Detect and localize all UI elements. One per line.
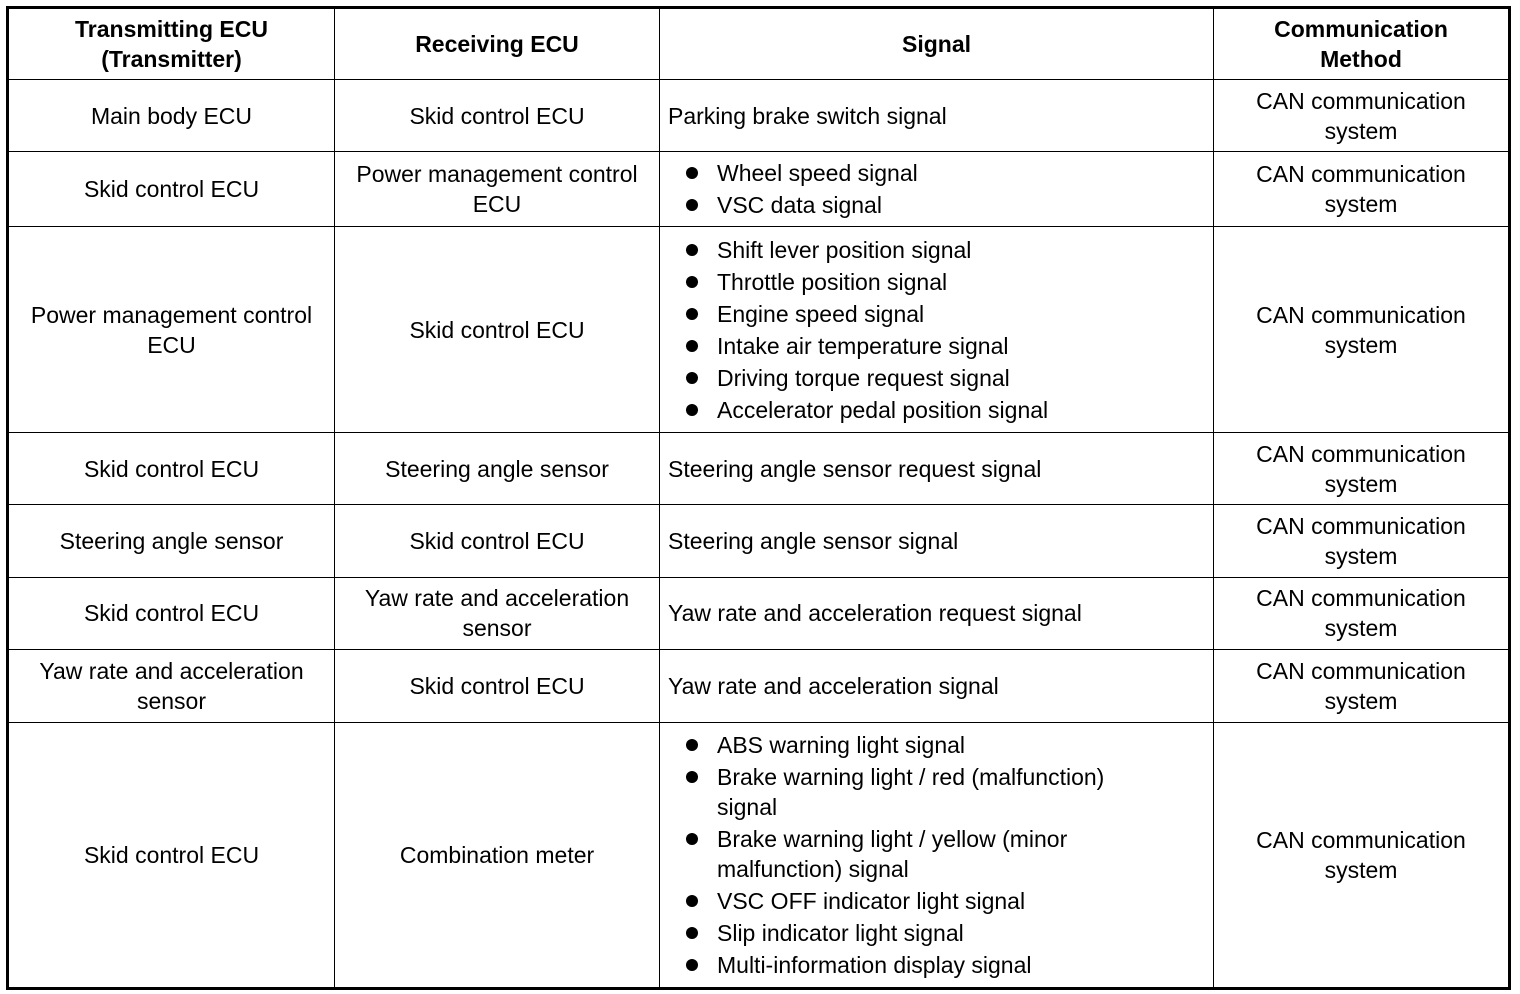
method-cell: CAN communication system (1214, 577, 1510, 649)
receiver-cell: Skid control ECU (335, 505, 660, 577)
signal-list-item: Engine speed signal (668, 299, 1205, 329)
signal-list-item: Wheel speed signal (668, 158, 1205, 188)
header-communication-method: Communication Method (1214, 8, 1510, 80)
signal-cell: Parking brake switch signal (660, 80, 1214, 152)
method-cell: CAN communication system (1214, 152, 1510, 227)
table-row (8, 505, 1510, 577)
receiver-cell: Combination meter (335, 722, 660, 988)
header-row (8, 8, 1510, 80)
receiver-cell: Skid control ECU (335, 649, 660, 722)
signal-list-item: Driving torque request signal (668, 363, 1205, 393)
signal-list-item: Brake warning light / red (malfunction) signal (668, 762, 1205, 822)
method-cell: CAN communication system (1214, 227, 1510, 433)
signal-cell (660, 722, 1214, 988)
table-row (8, 722, 1510, 988)
signal-list-item: Brake warning light / yellow (minor malfunction) signal (668, 824, 1205, 884)
transmitter-cell: Skid control ECU (8, 152, 335, 227)
receiver-cell: Power management control ECU (335, 152, 660, 227)
method-cell: CAN communication system (1214, 722, 1510, 988)
signal-list-item: Accelerator pedal position signal (668, 395, 1205, 425)
signal-cell: Steering angle sensor signal (660, 505, 1214, 577)
method-cell: CAN communication system (1214, 505, 1510, 577)
transmitter-cell: Skid control ECU (8, 722, 335, 988)
table-row (8, 577, 1510, 649)
signal-list-item: Shift lever position signal (668, 235, 1205, 265)
transmitter-cell: Skid control ECU (8, 433, 335, 505)
header-signal: Signal (660, 8, 1214, 80)
receiver-cell: Skid control ECU (335, 80, 660, 152)
method-cell: CAN communication system (1214, 80, 1510, 152)
transmitter-cell: Power management control ECU (8, 227, 335, 433)
signal-cell: Yaw rate and acceleration signal (660, 649, 1214, 722)
signal-list-item: Throttle position signal (668, 267, 1205, 297)
ecu-communication-table (6, 6, 1511, 990)
signal-list (668, 158, 1205, 220)
table-row (8, 649, 1510, 722)
receiver-cell: Yaw rate and acceleration sensor (335, 577, 660, 649)
transmitter-cell: Skid control ECU (8, 577, 335, 649)
transmitter-cell: Steering angle sensor (8, 505, 335, 577)
table-row (8, 152, 1510, 227)
signal-list (668, 235, 1205, 425)
table-row (8, 80, 1510, 152)
receiver-cell: Skid control ECU (335, 227, 660, 433)
signal-cell (660, 227, 1214, 433)
signal-list-item: VSC OFF indicator light signal (668, 886, 1205, 916)
signal-list-item: VSC data signal (668, 190, 1205, 220)
header-transmitting-ecu: Transmitting ECU (Transmitter) (8, 8, 335, 80)
signal-cell (660, 152, 1214, 227)
method-cell: CAN communication system (1214, 433, 1510, 505)
signal-cell: Yaw rate and acceleration request signal (660, 577, 1214, 649)
transmitter-cell: Main body ECU (8, 80, 335, 152)
signal-list-item: Slip indicator light signal (668, 918, 1205, 948)
signal-list (668, 730, 1205, 980)
receiver-cell: Steering angle sensor (335, 433, 660, 505)
table-row (8, 433, 1510, 505)
header-receiving-ecu: Receiving ECU (335, 8, 660, 80)
transmitter-cell: Yaw rate and acceleration sensor (8, 649, 335, 722)
method-cell: CAN communication system (1214, 649, 1510, 722)
signal-list-item: ABS warning light signal (668, 730, 1205, 760)
signal-list-item: Multi-information display signal (668, 950, 1205, 980)
signal-cell: Steering angle sensor request signal (660, 433, 1214, 505)
table-row (8, 227, 1510, 433)
signal-list-item: Intake air temperature signal (668, 331, 1205, 361)
